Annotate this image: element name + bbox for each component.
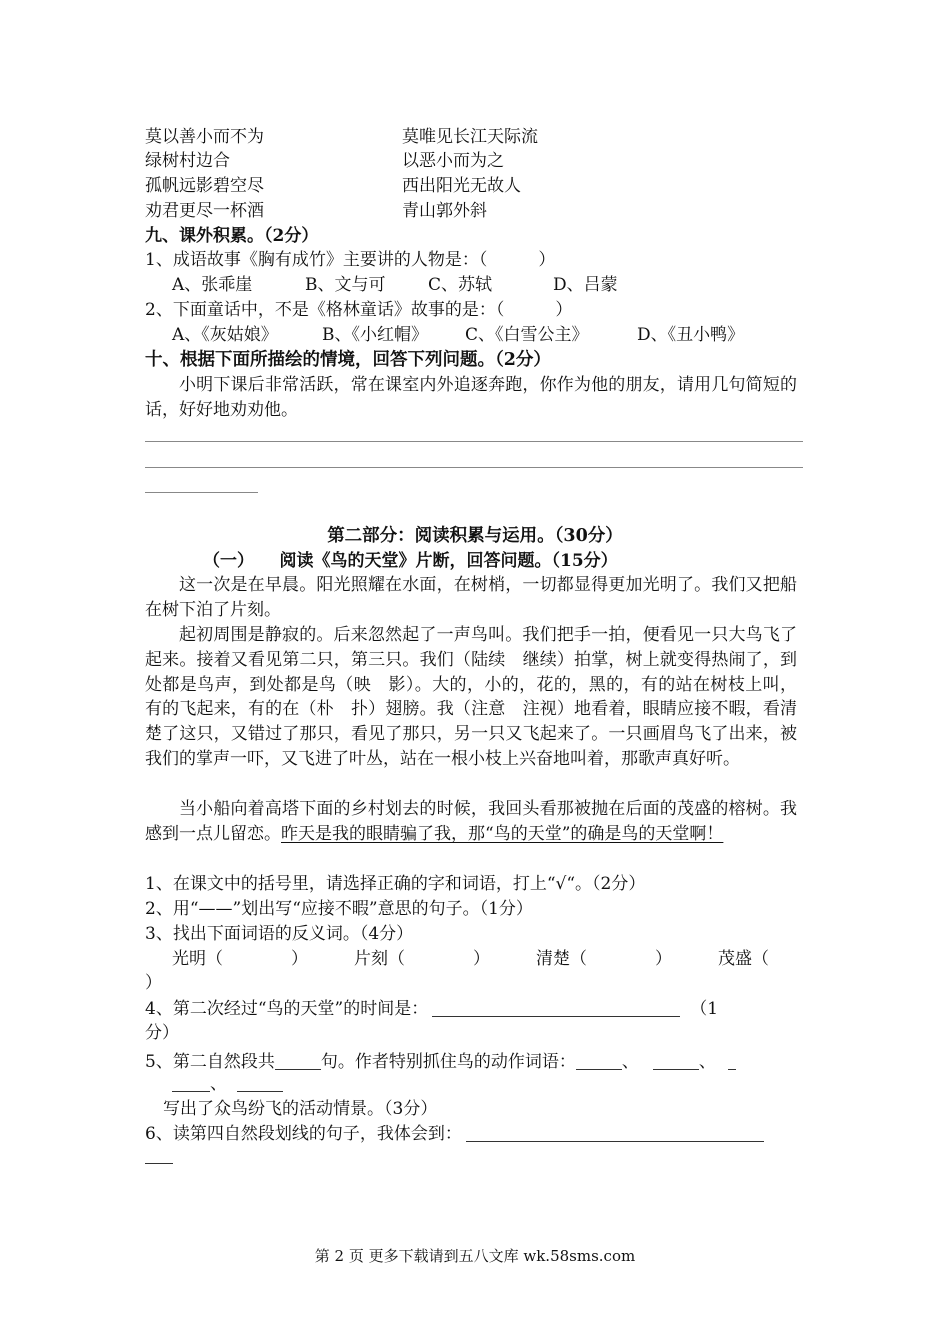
- answer-line-2[interactable]: [145, 467, 803, 468]
- q5-sep-3: 、: [210, 1074, 227, 1094]
- matching-left-3: 孤帆远影碧空尽: [145, 176, 264, 196]
- matching-right-3: 西出阳光无故人: [402, 176, 521, 196]
- section9-title: 九、课外积累。（2分）: [145, 226, 319, 246]
- q2-option-a: A、《灰姑娘》: [172, 325, 278, 345]
- q5-verb-blank-3b[interactable]: [172, 1075, 210, 1092]
- passage-paragraph-2: 起初周围是静寂的。后来忽然起了一声鸟叫。我们把手一拍，便看见一只大鸟飞了起来。接着又看见第二只，第三只。我们（陆续 继续）拍掌，树上就变得热闹了，到处都是鸟声，到处都是鸟（映 影）。大的，小的，花的，黑的，有的站在树枝上叫，有的飞起来，有的在（朴 扑）翅膀。我（注意 注视）地看着，眼睛应接不暇，看清楚了这只，又错过了那只，看见了那只，另一只又飞起来了。一只画眉鸟飞了出来，被我们的掌声一吓，又飞进了叶丛，站在一根小枝上兴奋地叫着，那歌声真好听。: [145, 625, 797, 769]
- matching-left-2: 绿树村边合: [145, 151, 230, 171]
- matching-right-2: 以恶小而为之: [402, 151, 504, 171]
- q5-verb-blank-2[interactable]: [653, 1053, 699, 1070]
- reading-q5: [145, 1050, 736, 1074]
- q6-text: 6、读第四自然段划线的句子，我体会到：: [145, 1124, 462, 1144]
- answer-line-3[interactable]: [145, 492, 258, 493]
- passage-p3-underlined: 昨天是我的眼睛骗了我，那“鸟的天堂”的确是鸟的天堂啊！: [281, 823, 724, 844]
- q5-sep-2: 、: [698, 1052, 716, 1072]
- reading-q3-words: [172, 947, 769, 971]
- reading-q3-tail: ）: [145, 973, 162, 993]
- part2-title: 第二部分：阅读积累与运用。（30分）: [327, 526, 623, 546]
- q5-text-b: 句。作者特别抓住鸟的动作词语：: [320, 1052, 576, 1072]
- answer-line-1[interactable]: [145, 441, 803, 442]
- reading-q3: 3、找出下面词语的反义词。（4分）: [145, 924, 414, 944]
- q5-verb-blank-4[interactable]: [237, 1075, 283, 1092]
- page-footer: 第 2 页 更多下载请到五八文库 wk.58sms.com: [314, 1247, 636, 1265]
- passage-paragraph-1: 这一次是在早晨。阳光照耀在水面，在树梢，一切都显得更加光明了。我们又把船在树下泊了片刻。: [145, 575, 797, 620]
- matching-left-4: 劝君更尽一杯酒: [145, 201, 264, 221]
- q1-option-d: D、吕蒙: [553, 275, 618, 295]
- matching-right-4: 青山郭外斜: [402, 201, 487, 221]
- q1-option-b: B、文与可: [305, 275, 386, 295]
- q2-option-d: D、《丑小鸭》: [637, 325, 745, 345]
- q4-score: （1: [690, 999, 719, 1019]
- q5-count-blank[interactable]: [275, 1053, 321, 1070]
- q4-answer-blank[interactable]: [432, 1000, 680, 1017]
- section10-title: 十、根据下面所描绘的情境，回答下列问题。（2分）: [145, 350, 551, 370]
- section10-prompt: 小明下课后非常活跃，常在课室内外追逐奔跑，你作为他的朋友，请用几句简短的话，好好地劝劝他。: [145, 375, 797, 420]
- part2-subtitle: （一） 阅读《鸟的天堂》片断，回答问题。（15分）: [203, 551, 618, 571]
- q5-text-a: 5、第二自然段共: [145, 1052, 275, 1072]
- reading-q5-end: 写出了众鸟纷飞的活动情景。（3分）: [163, 1099, 438, 1119]
- passage-paragraph-3: [145, 797, 797, 847]
- q5-sep-1: 、: [621, 1052, 639, 1072]
- section9-q2-options: [172, 323, 744, 347]
- section9-q1-options: [172, 273, 618, 297]
- section9-q2: 2、下面童话中，不是《格林童话》故事的是：（ ）: [145, 300, 573, 320]
- q5-verb-blank-3a[interactable]: [728, 1053, 736, 1070]
- q3-word-2: 片刻（ ）: [354, 949, 490, 969]
- q1-option-a: A、张乖崖: [172, 275, 253, 295]
- q6-answer-blank-cont[interactable]: [145, 1163, 173, 1164]
- q6-answer-blank[interactable]: [466, 1125, 764, 1142]
- matching-left-1: 莫以善小而不为: [145, 127, 264, 147]
- matching-right-1: 莫唯见长江天际流: [402, 127, 538, 147]
- q5-verb-blank-1[interactable]: [576, 1053, 622, 1070]
- passage-p3-plain: 当小船向着高塔下面的乡村划去的时候，我回头看那被抛在后面的茂盛的榕树。我感到一点儿留恋。: [145, 799, 797, 844]
- section9-q1: 1、成语故事《胸有成竹》主要讲的人物是：（ ）: [145, 250, 556, 270]
- q3-word-3: 清楚（ ）: [536, 949, 672, 969]
- reading-q2: 2、用“——”划出写“应接不暇”意思的句子。（1分）: [145, 899, 533, 919]
- reading-q1: 1、在课文中的括号里，请选择正确的字和词语，打上“√“。（2分）: [145, 874, 646, 894]
- q2-option-b: B、《小红帽》: [322, 325, 428, 345]
- q4-text: 4、第二次经过“鸟的天堂”的时间是：: [145, 999, 429, 1019]
- q1-option-c: C、苏轼: [428, 275, 493, 295]
- reading-q4-score-end: 分）: [145, 1023, 179, 1043]
- reading-q5-cont: [172, 1072, 283, 1096]
- reading-q4: [145, 997, 718, 1021]
- q3-word-4: 茂盛（: [718, 949, 769, 969]
- q3-word-1: 光明（ ）: [172, 949, 308, 969]
- q2-option-c: C、《白雪公主》: [465, 325, 589, 345]
- reading-q6: [145, 1122, 764, 1146]
